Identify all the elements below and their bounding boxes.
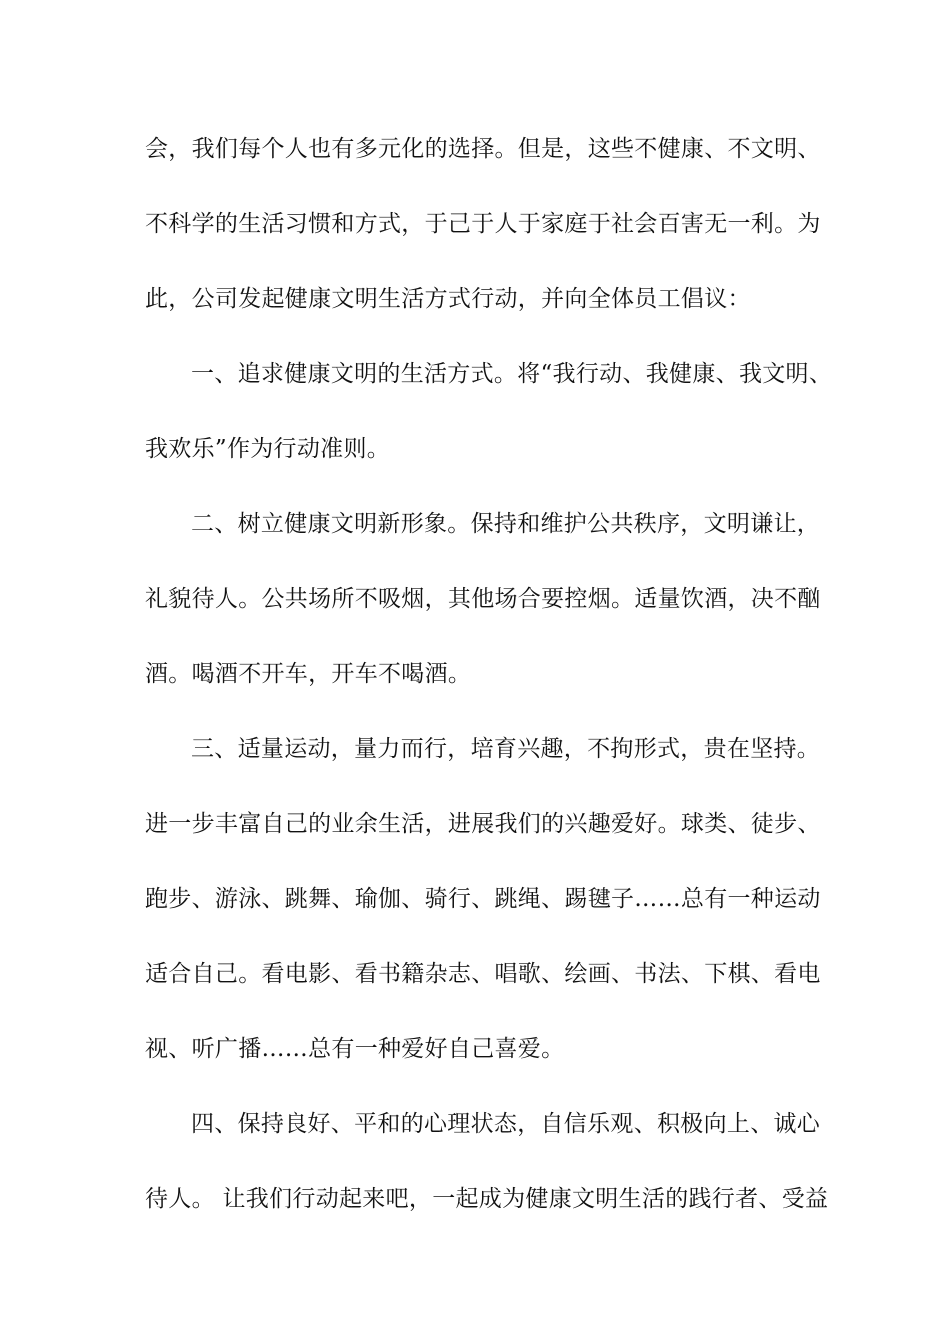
- text-line: 适合自己。看电影、看书籍杂志、唱歌、绘画、书法、下棋、看电: [145, 961, 821, 987]
- text-line: 不科学的生活习惯和方式，于己于人于家庭于社会百害无一利。为: [145, 211, 821, 237]
- text-line: 礼貌待人。公共场所不吸烟，其他场合要控烟。适量饮酒，决不酗: [145, 586, 821, 612]
- text-line: 酒。喝酒不开车，开车不喝酒。: [145, 661, 472, 687]
- text-line: 跑步、游泳、跳舞、瑜伽、骑行、跳绳、踢毽子……总有一种运动: [145, 886, 821, 912]
- paragraph-4-start: 四、保持良好、平和的心理状态，自信乐观、积极向上、诚心: [191, 1111, 821, 1137]
- text-line: 进一步丰富自己的业余生活，进展我们的兴趣爱好。球类、徒步、: [145, 811, 821, 837]
- text-line: 待人。 让我们行动起来吧，一起成为健康文明生活的践行者、受益: [145, 1186, 829, 1212]
- text-line: 此，公司发起健康文明生活方式行动，并向全体员工倡议：: [145, 286, 751, 312]
- text-line: 会，我们每个人也有多元化的选择。但是，这些不健康、不文明、: [145, 136, 821, 162]
- paragraph-3-start: 三、适量运动，量力而行，培育兴趣，不拘形式，贵在坚持。: [191, 736, 821, 762]
- text-line: 视、听广播……总有一种爱好自己喜爱。: [145, 1036, 565, 1062]
- paragraph-1-start: 一、追求健康文明的生活方式。将“我行动、我健康、我文明、: [191, 361, 833, 387]
- paragraph-2-start: 二、树立健康文明新形象。保持和维护公共秩序，文明谦让，: [191, 511, 821, 537]
- text-line: 我欢乐”作为行动准则。: [145, 436, 391, 462]
